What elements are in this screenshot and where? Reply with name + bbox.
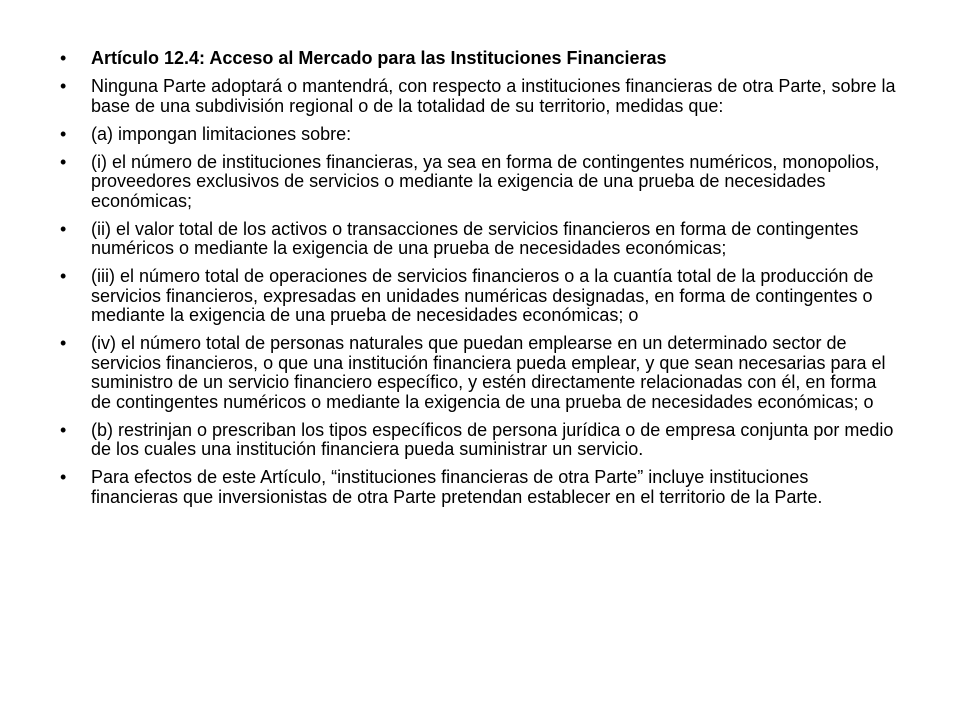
bullet-icon: • bbox=[60, 333, 67, 353]
list-item bbox=[60, 77, 900, 116]
bullet-icon: • bbox=[60, 76, 67, 96]
bullet-icon: • bbox=[60, 266, 67, 286]
paragraph-text: (a) impongan limitaciones sobre: bbox=[91, 123, 352, 144]
bullet-list bbox=[60, 49, 900, 507]
paragraph-text: Para efectos de este Artículo, “instituciones financieras de otra Parte” incluye instituciones financieras que inversionistas de otra Parte pretendan establecer en el territorio de la Parte. bbox=[91, 467, 823, 507]
list-item bbox=[60, 267, 900, 326]
bullet-icon: • bbox=[60, 123, 67, 144]
heading-text: Artículo 12.4: Acceso al Mercado para las Instituciones Financieras bbox=[91, 48, 667, 68]
bullet-icon: • bbox=[60, 218, 67, 239]
bullet-icon: • bbox=[60, 48, 67, 68]
article-heading bbox=[60, 49, 900, 69]
bullet-icon: • bbox=[60, 419, 67, 440]
list-item bbox=[60, 153, 900, 212]
paragraph-text: (b) restrinjan o prescriban los tipos específicos de persona jurídica o de empresa conjunta por medio de los cuales una institución financiera pueda suministrar un servicio. bbox=[91, 419, 894, 459]
paragraph-text: (iv) el número total de personas naturales que puedan emplearse en un determinado sector de servicios financieros, o que una institución financiera pueda emplear, y que sean necesarias para el suministro de un servicio financiero específico, y estén directamente relacionadas con él, en forma de contingentes numéricos o mediante la exigencia de una prueba de necesidades económicas; o bbox=[91, 333, 886, 412]
list-item bbox=[60, 421, 900, 460]
bullet-icon: • bbox=[60, 151, 67, 172]
bullet-icon: • bbox=[60, 467, 67, 487]
list-item bbox=[60, 125, 900, 145]
paragraph-text: (ii) el valor total de los activos o transacciones de servicios financieros en forma de contingentes numéricos o mediante la exigencia de una prueba de necesidades económicas; bbox=[91, 218, 859, 258]
paragraph-text: (iii) el número total de operaciones de servicios financieros o a la cuantía total de la producción de servicios financieros, expresadas en unidades numéricas designadas, en forma de contingentes o mediante la exigencia de una prueba de necesidades económicas; o bbox=[91, 266, 874, 325]
list-item bbox=[60, 334, 900, 412]
paragraph-text: (i) el número de instituciones financieras, ya sea en forma de contingentes numéricos, monopolios, proveedores exclusivos de servicios o mediante la exigencia de una prueba de necesidades económicas; bbox=[91, 151, 880, 211]
paragraph-text: Ninguna Parte adoptará o mantendrá, con respecto a instituciones financieras de otra Parte, sobre la base de una subdivisión regional o de la totalidad de su territorio, medidas que: bbox=[91, 76, 896, 116]
list-item bbox=[60, 468, 900, 507]
list-item bbox=[60, 220, 900, 259]
